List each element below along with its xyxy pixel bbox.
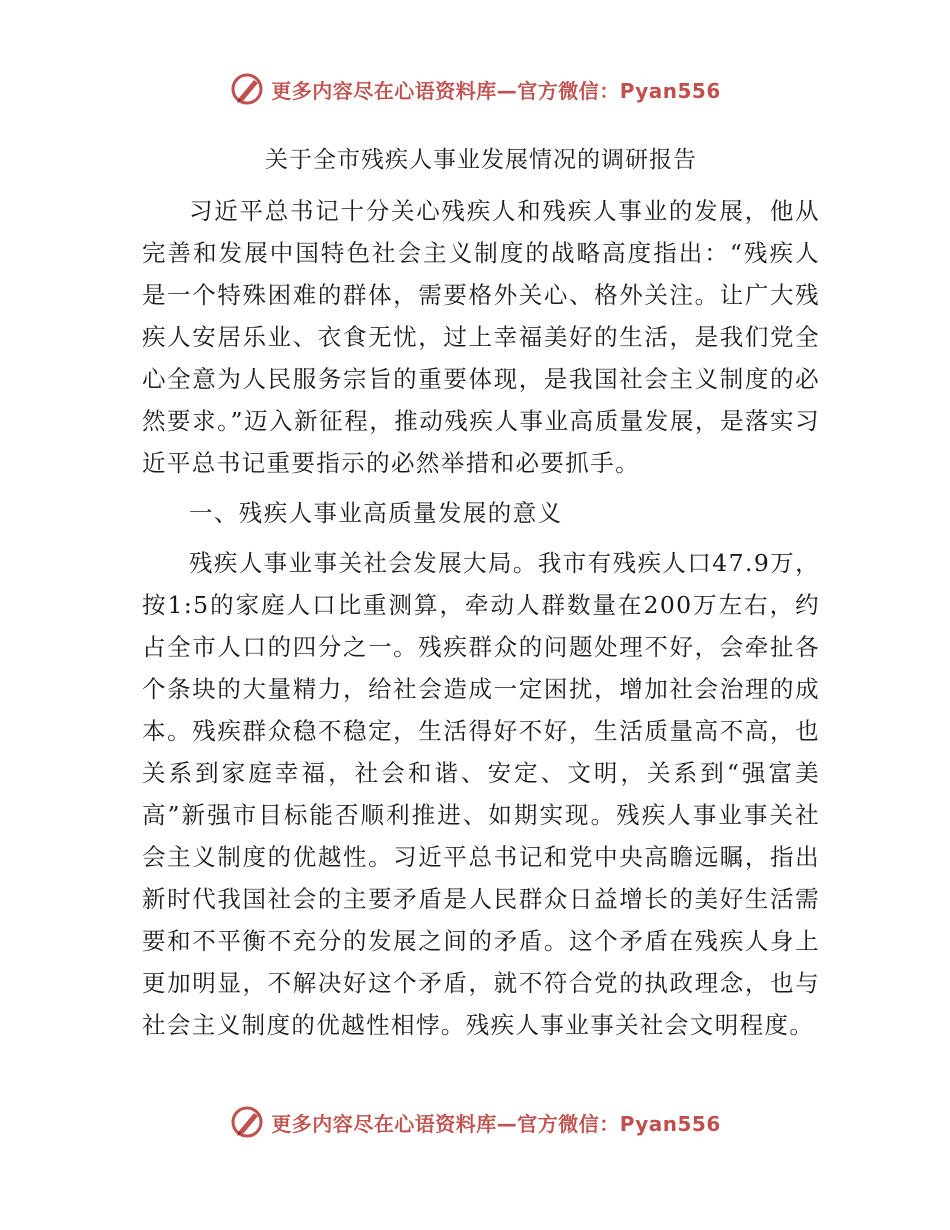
watermark-header [0, 66, 950, 112]
document-title: 关于全市残疾人事业发展情况的调研报告 [265, 147, 697, 173]
section-heading: 一、残疾人事业高质量发展的意义 [189, 499, 563, 527]
intro-paragraph: 习近平总书记十分关心残疾人和残疾人事业的发展，他从完善和发展中国特色社会主义制度的战略高度指出：“残疾人是一个特殊困难的群体，需要格外关心、格外关注。让广大残疾人安居乐业、衣食无忧，过上幸福美好的生活，是我们党全心全意为人民服务宗旨的重要体现，是我国社会主义制度的必然要求。”迈入新征程，推动残疾人事业高质量发展，是落实习近平总书记重要指示的必然举措和必要抓手。 [142, 197, 820, 477]
document-body [142, 140, 820, 1046]
pen-circle-logo-icon [229, 1104, 265, 1140]
watermark-text: 更多内容尽在心语资料库—官方微信：Pyan556 [271, 1111, 721, 1136]
section-paragraph: 残疾人事业事关社会发展大局。我市有残疾人口47.9万，按1:5的家庭人口比重测算，牵动人群数量在200万左右，约占全市人口的四分之一。残疾群众的问题处理不好，会牵扯各个条块的大量精力，给社会造成一定困扰，增加社会治理的成本。残疾群众稳不稳定，生活得好不好，生活质量高不高，也关系到家庭幸福，社会和谐、安定、文明，关系到“强富美高”新强市目标能否顺利推进、如期实现。残疾人事业事关社会主义制度的优越性。习近平总书记和党中央高瞻远瞩，指出新时代我国社会的主要矛盾是人民群众日益增长的美好生活需要和不平衡不充分的发展之间的矛盾。这个矛盾在残疾人身上更加明显，不解决好这个矛盾，就不符合党的执政理念，也与社会主义制度的优越性相悖。残疾人事业事关社会文明程度。 [142, 549, 820, 1039]
pen-circle-logo-icon [229, 71, 265, 107]
watermark-text: 更多内容尽在心语资料库—官方微信：Pyan556 [271, 78, 721, 103]
watermark-footer [0, 1099, 950, 1145]
